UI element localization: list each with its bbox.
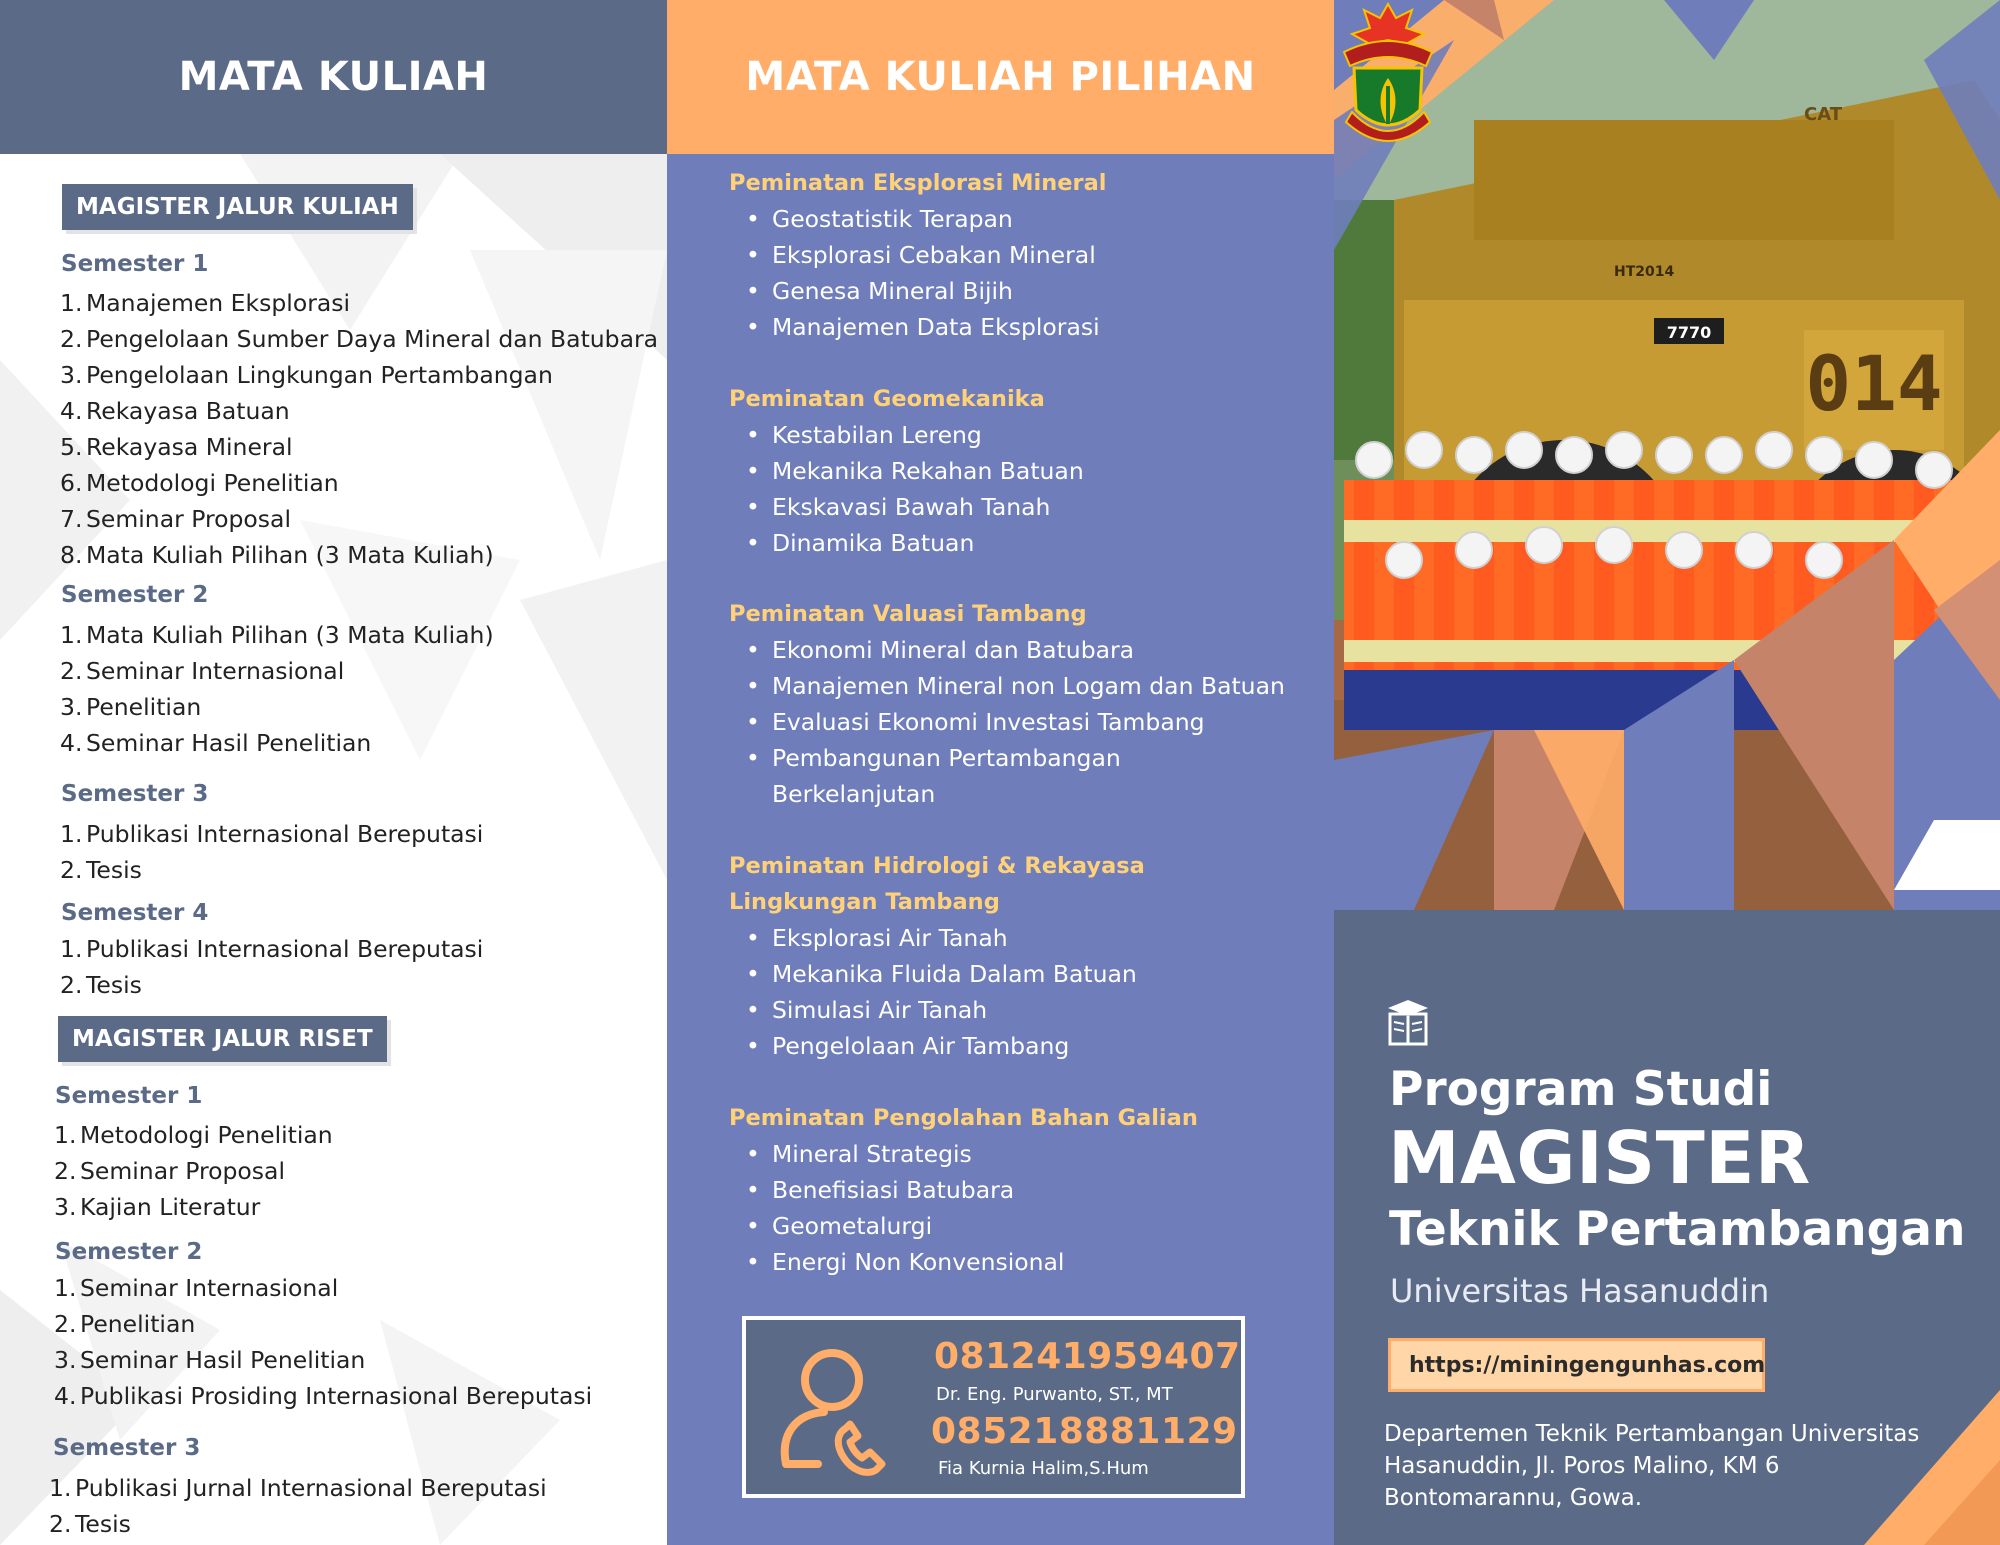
- list-item: • Manajemen Data Eksplorasi: [746, 313, 1100, 341]
- phone-number[interactable]: 081241959407: [934, 1336, 1241, 1377]
- list-item: • Mekanika Fluida Dalam Batuan: [746, 960, 1137, 988]
- list-item: • Evaluasi Ekonomi Investasi Tambang: [746, 708, 1205, 736]
- list-item: • Eksplorasi Air Tanah: [746, 924, 1008, 952]
- phone-number[interactable]: 085218881129: [931, 1411, 1238, 1452]
- list-item: 2. Tesis: [60, 971, 142, 999]
- list-item: 5. Rekayasa Mineral: [60, 433, 293, 461]
- specialization-title: Peminatan Pengolahan Bahan Galian: [729, 1105, 1198, 1131]
- list-item: 7. Seminar Proposal: [60, 505, 291, 533]
- list-item: • Pembangunan Pertambangan Berkelanjutan: [746, 744, 1121, 808]
- semester-course-list: [60, 931, 483, 1003]
- semester-title: Semester 1: [61, 251, 209, 277]
- list-item: 2. Tesis: [60, 856, 142, 884]
- track-badge-kuliah: MAGISTER JALUR KULIAH: [62, 184, 413, 230]
- university-name: Universitas Hasanuddin: [1390, 1272, 1770, 1310]
- list-item: • Geometalurgi: [746, 1212, 933, 1240]
- elective-courses-panel: [667, 0, 1334, 1545]
- list-item: 1. Manajemen Eksplorasi: [60, 289, 351, 317]
- list-item: 2. Seminar Proposal: [54, 1157, 285, 1185]
- department-address: Departemen Teknik Pertambangan Universitas Hasanuddin, Jl. Poros Malino, KM 6 Bontomarannu, Gowa.: [1384, 1421, 1920, 1511]
- list-item: 4. Rekayasa Batuan: [60, 397, 290, 425]
- semester-course-list: [60, 816, 483, 888]
- header-title: MATA KULIAH PILIHAN: [745, 54, 1256, 100]
- header-title: MATA KULIAH: [178, 54, 489, 100]
- contact-name: Dr. Eng. Purwanto, ST., MT: [936, 1384, 1173, 1405]
- column-header: [667, 0, 1334, 154]
- program-title: MAGISTER: [1388, 1116, 1811, 1200]
- list-item: 1. Seminar Internasional: [54, 1274, 339, 1302]
- list-item: • Manajemen Mineral non Logam dan Batuan: [746, 672, 1285, 700]
- column-header: [0, 0, 667, 154]
- semester-course-list: [60, 285, 658, 573]
- list-item: 4. Publikasi Prosiding Internasional Bereputasi: [54, 1382, 593, 1410]
- list-item: • Geostatistik Terapan: [746, 205, 1013, 233]
- list-item: 2. Tesis: [49, 1510, 131, 1538]
- list-item: • Mineral Strategis: [746, 1140, 972, 1168]
- semester-course-list: [60, 617, 494, 761]
- list-item: 8. Mata Kuliah Pilihan (3 Mata Kuliah): [60, 541, 494, 569]
- list-item: • Eksplorasi Cebakan Mineral: [746, 241, 1096, 269]
- group-photo-mining-truck: [1334, 0, 2000, 910]
- semester-title: Semester 2: [61, 582, 209, 608]
- list-item: 2. Seminar Internasional: [60, 657, 345, 685]
- specialization-list: [746, 417, 1309, 561]
- list-item: • Simulasi Air Tanah: [746, 996, 988, 1024]
- cover-panel: [1334, 0, 2000, 1545]
- specialization-title: Peminatan Eksplorasi Mineral: [729, 170, 1107, 196]
- list-item: 4. Seminar Hasil Penelitian: [60, 729, 372, 757]
- list-item: 1. Publikasi Internasional Bereputasi: [60, 935, 484, 963]
- semester-title: Semester 2: [55, 1239, 203, 1265]
- list-item: • Kestabilan Lereng: [746, 421, 982, 449]
- list-item: • Ekskavasi Bawah Tanah: [746, 493, 1051, 521]
- person-phone-icon: [774, 1342, 894, 1482]
- contact-name: Fia Kurnia Halim,S.Hum: [938, 1458, 1149, 1479]
- list-item: 3. Kajian Literatur: [54, 1193, 261, 1221]
- program-subtitle: Teknik Pertambangan: [1389, 1202, 1966, 1257]
- specialization-title: Peminatan Hidrologi & Rekayasa Lingkungan Tambang: [729, 853, 1145, 915]
- specialization-block: [729, 1100, 1309, 1280]
- contact-box: [742, 1316, 1245, 1498]
- truck-id: HT2014: [1614, 264, 1675, 280]
- semester-title: Semester 4: [61, 900, 209, 926]
- semester-course-list: [54, 1270, 592, 1414]
- track-badge-riset: MAGISTER JALUR RISET: [58, 1016, 387, 1062]
- semester-title: Semester 3: [61, 781, 209, 807]
- truck-code: 7770: [1666, 323, 1712, 342]
- list-item: 2. Penelitian: [54, 1310, 196, 1338]
- list-item: 1. Publikasi Internasional Bereputasi: [60, 820, 484, 848]
- specialization-block: [729, 596, 1309, 812]
- list-item: • Mekanika Rekahan Batuan: [746, 457, 1084, 485]
- list-item: 1. Mata Kuliah Pilihan (3 Mata Kuliah): [60, 621, 494, 649]
- list-item: 3. Pengelolaan Lingkungan Pertambangan: [60, 361, 553, 389]
- book-cap-icon: [1386, 998, 1430, 1046]
- specialization-block: [729, 848, 1309, 1064]
- list-item: • Genesa Mineral Bijih: [746, 277, 1013, 305]
- course-list-panel: [0, 0, 667, 1545]
- specialization-title: Peminatan Valuasi Tambang: [729, 601, 1087, 627]
- list-item: 3. Penelitian: [60, 693, 202, 721]
- list-item: 1. Publikasi Jurnal Internasional Bereputasi: [49, 1474, 547, 1502]
- website-link[interactable]: [1388, 1338, 1765, 1392]
- specialization-list: [746, 920, 1309, 1064]
- list-item: • Energi Non Konvensional: [746, 1248, 1065, 1276]
- semester-title: Semester 3: [53, 1435, 201, 1461]
- list-item: • Dinamika Batuan: [746, 529, 975, 557]
- list-item: • Ekonomi Mineral dan Batubara: [746, 636, 1135, 664]
- semester-course-list: [54, 1117, 333, 1225]
- specialization-title: Peminatan Geomekanika: [729, 386, 1045, 412]
- specialization-list: [746, 1136, 1309, 1280]
- semester-title: Semester 1: [55, 1083, 203, 1109]
- list-item: 3. Seminar Hasil Penelitian: [54, 1346, 366, 1374]
- specialization-list: [746, 632, 1309, 812]
- truck-brand: CAT: [1804, 104, 1843, 125]
- list-item: • Pengelolaan Air Tambang: [746, 1032, 1070, 1060]
- list-item: 6. Metodologi Penelitian: [60, 469, 339, 497]
- program-label: Program Studi: [1389, 1062, 1773, 1117]
- list-item: 2. Pengelolaan Sumber Daya Mineral dan Batubara: [60, 325, 659, 353]
- semester-course-list: [49, 1470, 547, 1542]
- website-url[interactable]: https://miningengunhas.com: [1409, 1352, 1766, 1378]
- specialization-block: [729, 165, 1309, 345]
- list-item: • Benefisiasi Batubara: [746, 1176, 1015, 1204]
- truck-number: 014: [1805, 339, 1943, 428]
- specialization-list: [746, 201, 1309, 345]
- specialization-block: [729, 381, 1309, 561]
- university-logo: [1334, 0, 1442, 148]
- list-item: 1. Metodologi Penelitian: [54, 1121, 333, 1149]
